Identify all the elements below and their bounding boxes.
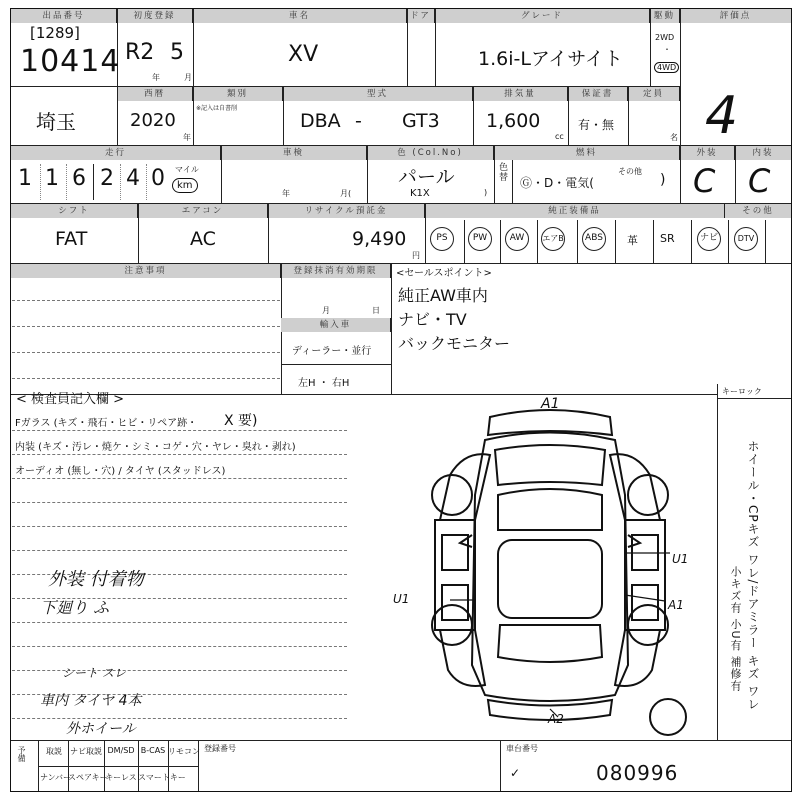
v-line <box>138 204 139 263</box>
note-line <box>12 326 280 327</box>
mileage-digit: 1 <box>18 166 32 191</box>
side-note-sub: 小キズ有 小U有 補修有 <box>729 566 742 693</box>
v-line <box>138 740 139 791</box>
header-score: 評価点 <box>680 9 791 23</box>
mileage-digit: 6 <box>72 166 86 191</box>
v-line <box>425 204 426 263</box>
v-line <box>391 264 392 394</box>
recycle-value: 9,490 <box>352 228 407 250</box>
first-reg-year-unit: 年 <box>152 73 160 82</box>
warranty-value: 有・無 <box>578 118 615 132</box>
reg-dealer: ディーラー・並行 <box>292 346 372 357</box>
inspector-line <box>12 550 347 551</box>
bottom-label: ナンバー <box>40 773 72 782</box>
first-reg-era: R2 <box>125 40 155 65</box>
year-value: 2020 <box>130 110 176 131</box>
v-line <box>615 220 616 263</box>
bottom-label: ナビ取説 <box>70 747 102 756</box>
v-line <box>193 87 194 145</box>
equipment-abs: ABS <box>582 227 606 251</box>
color-change-label: 色替 <box>497 162 507 182</box>
mileage-divider <box>120 164 121 200</box>
equipment-ps: PS <box>430 227 454 251</box>
v-line <box>494 146 495 203</box>
v-line <box>435 9 436 86</box>
recycle-unit: 円 <box>412 251 420 260</box>
model-code: GT3 <box>402 110 440 132</box>
mileage-divider <box>40 164 41 200</box>
frame-no: 080996 <box>596 761 679 785</box>
header-shift: シフト <box>11 204 138 218</box>
v-line <box>407 9 408 86</box>
diagram-mark-top: A1 <box>541 396 560 412</box>
mileage-divider <box>146 164 147 200</box>
header-other: その他 <box>725 204 791 218</box>
header-interior: 内装 <box>735 146 791 160</box>
v-line <box>193 9 194 86</box>
bottom-label: リモコン <box>168 747 200 756</box>
diagram-mark-right-lower: A1 <box>668 598 684 612</box>
inspector-line <box>12 454 347 455</box>
car-diagram <box>380 395 720 740</box>
header-drive: 駆動 <box>650 9 680 23</box>
equipment-sr: SR <box>660 232 675 245</box>
v-line <box>198 740 199 791</box>
v-line <box>464 220 465 263</box>
fuel-options: Ⓖ・D・電気( <box>520 176 594 190</box>
equipment-leather: 革 <box>627 234 638 247</box>
handwritten-note: 外装 付着物 <box>48 569 144 590</box>
note-line <box>12 378 280 379</box>
equipment-dtv: DTV <box>734 227 758 251</box>
v-line <box>728 220 729 263</box>
bottom-label: B-CAS <box>140 746 166 755</box>
mileage-unit-mile: マイル <box>175 165 199 174</box>
handwritten-note: シート スレ <box>62 666 126 680</box>
color-code: K1X <box>410 188 430 199</box>
handwritten-note: 車内 タイヤ 4本 <box>40 693 142 709</box>
selling-point-3: バックモニター <box>398 334 511 353</box>
note-line <box>12 300 280 301</box>
v-line <box>765 220 766 263</box>
header-door: ドア <box>407 9 435 23</box>
equipment-aw: AW <box>505 227 529 251</box>
fuel-other: その他 <box>618 167 642 176</box>
v-line <box>268 204 269 263</box>
note-line <box>12 352 280 353</box>
v-line <box>512 160 513 203</box>
shift-value: FAT <box>55 228 88 250</box>
mileage-digit: 4 <box>126 166 140 191</box>
v-line <box>68 740 69 791</box>
v-line <box>117 87 118 145</box>
inspector-line <box>12 478 347 479</box>
v-line <box>680 146 681 203</box>
reg-month: 月 <box>322 306 330 315</box>
header-displacement: 排気量 <box>473 87 568 101</box>
v-line <box>537 220 538 263</box>
v-line <box>104 740 105 791</box>
bottom-mid-line <box>38 766 198 767</box>
capacity-unit: 名 <box>670 133 678 142</box>
drive-2wd: 2WD <box>655 33 675 42</box>
reg-day: 日 <box>372 306 380 315</box>
type-class-note: ※記入は自書削 <box>196 105 238 112</box>
bottom-label: DM/SD <box>107 746 135 755</box>
mileage-digit: 0 <box>151 166 165 191</box>
color-name: パール <box>398 166 455 188</box>
displacement-value: 1,600 <box>486 110 541 132</box>
v-line <box>168 740 169 791</box>
v-line <box>367 146 368 203</box>
header-inspection: 車検 <box>221 146 367 160</box>
aircon-value: AC <box>190 228 216 250</box>
selling-point-1: 純正AW車内 <box>398 286 488 305</box>
header-warranty: 保証書 <box>568 87 628 101</box>
score-value: 4 <box>705 86 739 146</box>
v-line <box>500 740 501 791</box>
reg-handle: 左H ・ 右H <box>298 378 350 389</box>
fuel-close: ) <box>660 172 666 188</box>
interior-grade: C <box>748 162 771 200</box>
inspector-audio: オーディオ (無し・穴) / タイヤ (スタッドレス) <box>15 466 226 477</box>
diagram-mark-right-upper: U1 <box>672 552 689 566</box>
model-prefix: DBA <box>300 110 341 132</box>
drive-dot: ・ <box>663 45 671 54</box>
equipment-pw: PW <box>468 227 492 251</box>
equipment-navi: ナビ <box>697 227 721 251</box>
inspector-line <box>12 526 347 527</box>
h-line <box>717 398 791 399</box>
inspection-year: 年 <box>282 189 290 198</box>
first-reg-month-unit: 月 <box>184 73 192 82</box>
h-line <box>281 364 391 365</box>
lot-number: 10414 <box>20 44 121 79</box>
inspector-glass: Fガラス (キズ・飛石・ヒビ・リペア跡・ <box>15 418 198 429</box>
v-line <box>221 146 222 203</box>
inspector-glass-mark: X 要) <box>224 413 258 429</box>
mileage-digit: 1 <box>45 166 59 191</box>
inspector-line <box>12 646 347 647</box>
bottom-label: スペアキー <box>68 773 108 782</box>
header-year: 西暦 <box>117 87 193 101</box>
bottom-top-line <box>11 740 791 741</box>
header-car-name: 車名 <box>193 9 407 23</box>
header-capacity: 定員 <box>628 87 680 101</box>
header-lot: 出品番号 <box>11 9 117 23</box>
header-color: 色 (Col.No) <box>367 146 494 160</box>
region: 埼玉 <box>36 110 76 134</box>
v-line <box>500 220 501 263</box>
model-sep: - <box>355 110 362 132</box>
mileage-digit: 2 <box>100 166 114 191</box>
first-reg-month: 5 <box>170 40 184 65</box>
frame-no-mark: ✓ <box>510 766 521 780</box>
drive-4wd: 4WD <box>654 62 679 73</box>
header-reg-expiry: 登録抹消有効期限 <box>281 264 391 278</box>
header-equipment: 純正装備品 <box>425 204 725 218</box>
inspector-title: < 検査員記入欄 > <box>16 392 125 407</box>
header-recycle: リサイクル預託金 <box>268 204 425 218</box>
handwritten-note: 外ホイール <box>66 721 136 737</box>
year-unit: 年 <box>183 133 191 142</box>
header-exterior: 外装 <box>680 146 735 160</box>
v-line <box>650 9 651 86</box>
v-line <box>38 740 39 791</box>
header-mileage: 走行 <box>11 146 221 160</box>
bottom-label: スマートキー <box>138 773 186 782</box>
lot-bracket: [1289] <box>30 24 80 42</box>
equipment-airbag: エアB <box>541 227 565 251</box>
bottom-label: キーレス <box>105 773 137 782</box>
exterior-grade: C <box>693 162 716 200</box>
handwritten-note: 下廻り ふ <box>40 598 110 617</box>
inspector-line <box>12 502 347 503</box>
diagram-mark-left: U1 <box>393 592 410 606</box>
diagram-mark-bottom: A2 <box>548 712 564 726</box>
grade: 1.6i-Lアイサイト <box>478 48 623 70</box>
inspector-line <box>12 622 347 623</box>
header-first-reg: 初度登録 <box>117 9 193 23</box>
side-note-wheel: ホイール・CPキズ ワレ/ドアミラー キズ ワレ <box>746 440 760 712</box>
frame-no-label: 車台番号 <box>506 744 538 753</box>
inspector-line <box>12 718 347 719</box>
v-line <box>473 87 474 145</box>
mileage-unit-km: km <box>172 178 198 193</box>
v-line <box>735 146 736 203</box>
v-line <box>577 220 578 263</box>
v-line <box>283 87 284 145</box>
reg-import-label: 輸入車 <box>281 318 391 332</box>
header-aircon: エアコン <box>138 204 268 218</box>
bottom-label: 取説 <box>46 747 62 756</box>
v-line <box>680 9 681 145</box>
selling-point-2: ナビ・TV <box>398 310 467 329</box>
v-line <box>568 87 569 145</box>
v-line <box>691 220 692 263</box>
header-fuel: 燃料 <box>494 146 680 160</box>
inspection-month: 月( <box>340 189 352 198</box>
v-line <box>628 87 629 145</box>
registration-no-label: 登録番号 <box>204 744 236 753</box>
header-notes: 注意事項 <box>11 264 281 278</box>
displacement-unit: cc <box>555 132 564 141</box>
car-name: XV <box>288 42 319 67</box>
header-selling-points: <セールスポイント> <box>396 268 492 279</box>
inspection-close: ) <box>484 188 488 197</box>
keylock-label: キーロック <box>722 387 762 396</box>
mileage-divider <box>66 164 67 200</box>
inspector-line <box>12 430 347 431</box>
v-line <box>653 220 654 263</box>
header-type-class: 類別 <box>193 87 283 101</box>
header-model: 型式 <box>283 87 473 101</box>
header-grade: グレード <box>435 9 650 23</box>
bottom-left-label: 予備 <box>17 746 26 762</box>
mileage-divider <box>93 164 94 200</box>
inspector-interior: 内装 (キズ・汚レ・焼ケ・シミ・コゲ・穴・ヤレ・臭れ・剥れ) <box>15 442 296 453</box>
